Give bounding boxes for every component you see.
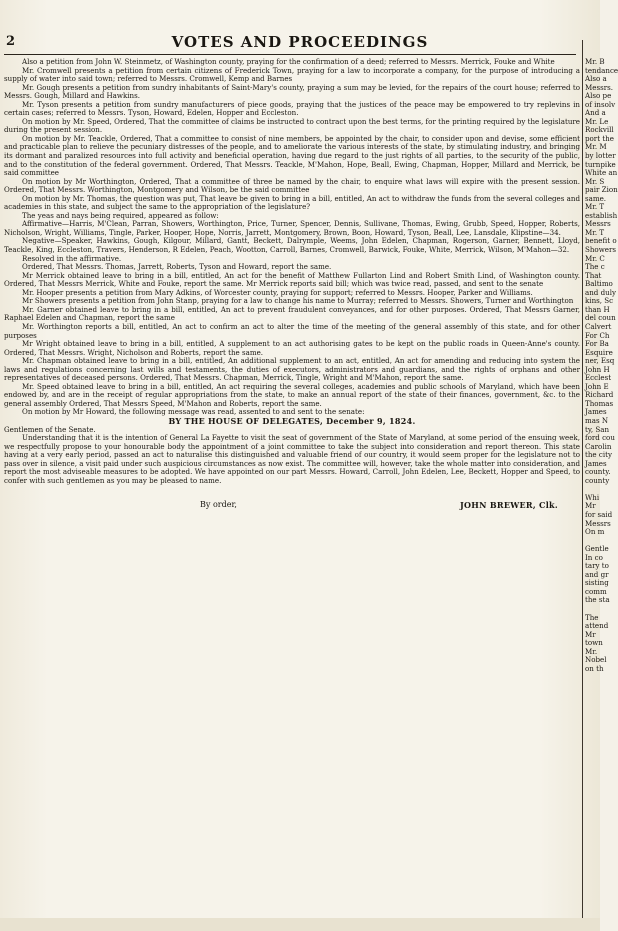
- fragment-line: same.: [585, 193, 607, 203]
- fragment-line: Richard: [585, 390, 614, 400]
- vote-negative: Negative—Speaker, Hawkins, Gough, Kilgour, Millard, Gantt, Beckett, Dalrymple, Weems, John Edelen, Chapman, Rogerson, Garner, Bennett, Lloyd, Teackle, King, Eccleston, Travers, Henderson, R Edelen, Peach, Wootton, Carroll, Barnes, Cromwell, Barwick, Fouke, White, Merrick, Wilson, M'Mahon—32.: [4, 236, 580, 255]
- fragment-line: pair Zion: [585, 185, 618, 195]
- fragment-line: Thomas: [585, 398, 614, 408]
- column-divider: [582, 40, 583, 930]
- fragment-line: For Ch: [585, 330, 610, 340]
- paragraph: Mr Merrick obtained leave to bring in a bill, entitled, An act for the benefit of Matthew Fullarton Lind and Robert Smith Lind, of Washington county. Ordered, That Messrs Merrick, White and Fouke, report the same. Mr Merrick reports said bill; which was twice read, passed, and sent to the senate: [4, 270, 580, 289]
- paragraph: Mr Wright obtained leave to bring in a bill, entitled, A supplement to an act authorising gates to be kept on the public roads in Queen-Anne's county. Ordered, That Messrs. Wright, Nicholson and Roberts, report the same.: [4, 339, 580, 357]
- fragment-line: Esquire: [585, 347, 613, 357]
- paragraph: Mr. Speed obtained leave to bring in a bill, entitled, An act requiring the several colleges, academies and public schools of Maryland, which have been endowed by, and are in the receipt of regular appropriations from the state, to make an annual report of the state of their finances, government, &c. to the general assembly Ordered, That Messrs Speed, M'Mahon and Roberts, report the same.: [4, 381, 580, 408]
- fragment-line: Mr. M: [585, 142, 607, 152]
- fragment-line: Messrs.: [585, 82, 614, 92]
- fragment-line: town: [585, 638, 603, 648]
- fragment-line: comm: [585, 586, 607, 596]
- fragment-line: benefit o: [585, 236, 617, 246]
- fragment-line: county.: [585, 467, 611, 477]
- fragment-line: White an: [585, 168, 618, 178]
- fragment-line: Mr.: [585, 646, 598, 656]
- paragraph: Mr. Tyson presents a petition from sundry manufacturers of piece goods, praying that the justices of the peace may be empowered to try replevins in certain cases; referred to Messrs. Tyson, Howard, Edelen, Hopper and Eccleston.: [4, 99, 580, 118]
- fragment-line: Also pe: [585, 91, 612, 101]
- fragment-line: The c: [585, 262, 605, 272]
- fragment-line: Gentle: [585, 544, 609, 554]
- signature-row: [4, 501, 580, 510]
- fragment-line: Mr. T: [585, 202, 605, 212]
- message-text: Understanding that it is the intention of General La Fayette to visit the seat of government of the State of Maryland, at some period of the ensuing week, we respectfully propose to your honourable body the appointment of a joint committee to take the subject into consideration and report thereon. This state having at a very early period, passed an act to naturalise this distinguished and valuable friend of our country, it would seem proper for the legislature not to pass over in silence, a visit paid under such auspicious circumstances as now exist. The committee will, however, take the whole matter into consideration, and report the most adviseable measures to be adopted. We have appointed on our part Messrs. Howard, Carroll, John Edelen, Lee, Beckett, Hopper and Speed, to confer with such gentlemen as you may be pleased to name.: [4, 433, 580, 485]
- paragraph: On motion by Mr Worthington, Ordered, That a committee of three be named by the chair, to enquire what laws will expire with the present session. Ordered, That Messrs. Worthington, Montgomery and Wilson, be the said committee: [4, 176, 580, 195]
- fragment-line: Rockvill: [585, 125, 614, 135]
- fragment-line: John H: [585, 364, 610, 374]
- fragment-line: ty, San: [585, 424, 610, 434]
- fragment-line: county: [585, 475, 610, 485]
- fragment-line: kins, Sc: [585, 296, 614, 306]
- fragment-line: Carolin: [585, 441, 612, 451]
- paragraph: Mr. Worthington reports a bill, entitled, An act to confirm an act to alter the time of the meeting of the general assembly of this state, and for other purposes: [4, 321, 580, 340]
- fragment-line: Nobel: [585, 655, 607, 665]
- fragment-line: Also a: [585, 74, 607, 84]
- fragment-line: of insolv: [585, 99, 616, 109]
- fragment-line: mas N: [585, 415, 609, 425]
- paragraph: On motion by Mr. Speed, Ordered, That the committee of claims be instructed to contract upon the best terms, for the printing required by the legislature during the present session.: [4, 116, 580, 135]
- clerk-signature: JOHN BREWER, Clk.: [459, 500, 558, 511]
- page-title: VOTES AND PROCEEDINGS: [171, 33, 429, 51]
- paragraph: Mr Showers presents a petition from John Stanp, praying for a law to change his name to Murray; referred to Messrs. Showers, Turner and Worthington: [22, 296, 574, 306]
- fragment-line: In co: [585, 552, 603, 562]
- fragment-line: Baltimo: [585, 279, 613, 289]
- fragment-line: Messrs: [585, 219, 611, 229]
- fragment-line: and duly: [585, 287, 616, 297]
- page-bottom-edge: [0, 918, 600, 931]
- fragment-line: establish: [585, 210, 618, 220]
- fragment-line: turnpike: [585, 159, 616, 169]
- paragraph: The yeas and nays being required, appeared as follow:: [22, 210, 219, 220]
- paragraph: On motion by Mr. Teackle, Ordered, That a committee to consist of nine members, be appointed by the chair, to consider upon and devise, some efficient and practicable plan to relieve the pecuniary distresses of the people, and to ameliorate the various interests of the state, by stimulating industry, and bringing its dormant and paralized resources into full activity and beneficial operation, having due regard to the just rights of all parties, to the security of the public, and to the constitution of the federal government. Ordered, That Messrs. Teackle, M'Mahon, Hope, Beall, Ewing, Chapman, Hopper, Millard and Merrick, be said committee: [4, 133, 580, 178]
- fragment-line: Messrs: [585, 518, 611, 528]
- paragraph: Mr. Hooper presents a petition from Mary Adkins, of Worcester county, praying for support; referred to Messrs. Hooper, Parker and Williams.: [22, 287, 533, 297]
- fragment-line: and gr: [585, 569, 609, 579]
- title-rule: [4, 54, 576, 55]
- paragraph: On motion by Mr Howard, the following message was read, assented to and sent to the senate:: [22, 407, 365, 417]
- fragment-line: Mr. Le: [585, 116, 609, 126]
- fragment-line: Mr. B: [585, 57, 605, 66]
- adjacent-column-fragment: [585, 57, 618, 918]
- fragment-line: Whi: [585, 492, 600, 502]
- fragment-line: Mr: [585, 629, 596, 639]
- fragment-line: Mr. S: [585, 176, 605, 186]
- fragment-line: tendance: [585, 65, 618, 75]
- fragment-line: ford cou: [585, 433, 615, 443]
- vote-affirmative: Affirmative—Harris, M'Clean, Parran, Showers, Worthington, Price, Turner, Spencer, Dennis, Sullivane, Thomas, Ewing, Grubb, Speed, Hopper, Roberts, Nicholson, Wright, Williams, Tingle, Parker, Hooper, Hope, Norris, Jarrett, Montgomery, Brown, Boon, Howard, Tyson, Beall, Lee, Lansdale, Klipstine—34.: [4, 219, 580, 237]
- fragment-line: James: [585, 407, 607, 417]
- fragment-line: tary to: [585, 561, 609, 571]
- paragraph: On motion by Mr. Thomas, the question was put, That leave be given to bring in a bill, entitled, An act to withdraw the funds from the several colleges and academies in this state, and subject the same to the appropriation of the legislature?: [4, 193, 580, 212]
- paragraph: Mr. Gough presents a petition from sundry inhabitants of Saint-Mary's county, praying a sum may be levied, for the repairs of the court house; referred to Messrs. Gough, Millard and Hawkins.: [4, 82, 580, 101]
- fragment-line: James: [585, 458, 607, 468]
- fragment-line: Mr. C: [585, 253, 605, 263]
- main-column: [4, 58, 580, 910]
- fragment-line: for said: [585, 509, 613, 519]
- paragraph: Also a petition from John W. Steinmetz, of Washington county, praying for the confirmation of a deed; referred to Messrs. Merrick, Fouke and White: [22, 57, 555, 66]
- fragment-line: del coun: [585, 313, 616, 323]
- fragment-line: the city: [585, 450, 612, 460]
- salutation: Gentlemen of the Senate.: [4, 424, 96, 434]
- fragment-line: And a: [585, 108, 606, 118]
- fragment-line: attend: [585, 621, 609, 631]
- paragraph: Mr. Garner obtained leave to bring in a bill, entitled, An act to prevent fraudulent conveyances, and for other purposes. Ordered, That Messrs Garner, Raphael Edelen and Chapman, report the same: [4, 304, 580, 323]
- fragment-line: Showers: [585, 245, 617, 255]
- paragraph: Ordered, That Messrs. Thomas, Jarrett, Roberts, Tyson and Howard, report the same.: [22, 262, 332, 272]
- fragment-line: That: [585, 270, 602, 280]
- page-number: 2: [6, 34, 16, 49]
- fragment-line: on th: [585, 663, 604, 673]
- closing: By order,: [200, 500, 237, 510]
- fragment-line: than H: [585, 304, 610, 314]
- paragraph: Mr. Cromwell presents a petition from certain citizens of Frederick Town, praying for a law to incorporate a company, for the purpose of introducing a supply of water into said town; referred to Messrs. Cromwell, Kemp and Barnes: [4, 65, 580, 84]
- fragment-line: the sta: [585, 595, 610, 605]
- fragment-line: ner, Esq: [585, 356, 615, 366]
- fragment-line: John E: [585, 381, 609, 391]
- paragraph: Mr. Chapman obtained leave to bring in a bill, entitled, An additional supplement to an act, entitled, An act for amending and reducing into system the laws and regulations concerning last wills and testaments, the duties of executors, administrators and guardians, and the rights of orphans and other representatives of deceased persons. Ordered, That Messrs. Chapman, Merrick, Tingle, Wright and M'Mahon, report the same.: [4, 356, 580, 383]
- fragment-line: Mr: [585, 501, 596, 511]
- message-heading: BY THE HOUSE OF DELEGATES, December 9, 1824.: [168, 415, 416, 426]
- fragment-line: Ecclest: [585, 373, 612, 383]
- fragment-line: On m: [585, 527, 605, 537]
- fragment-line: sisting: [585, 578, 609, 588]
- fragment-line: Calvert: [585, 321, 612, 331]
- fragment-line: For Ba: [585, 339, 609, 349]
- fragment-line: by lotter: [585, 151, 616, 161]
- fragment-line: The: [585, 612, 599, 622]
- fragment-line: port the: [585, 133, 614, 143]
- paragraph: Resolved in the affirmative.: [22, 253, 122, 263]
- fragment-line: Mr. T: [585, 227, 605, 237]
